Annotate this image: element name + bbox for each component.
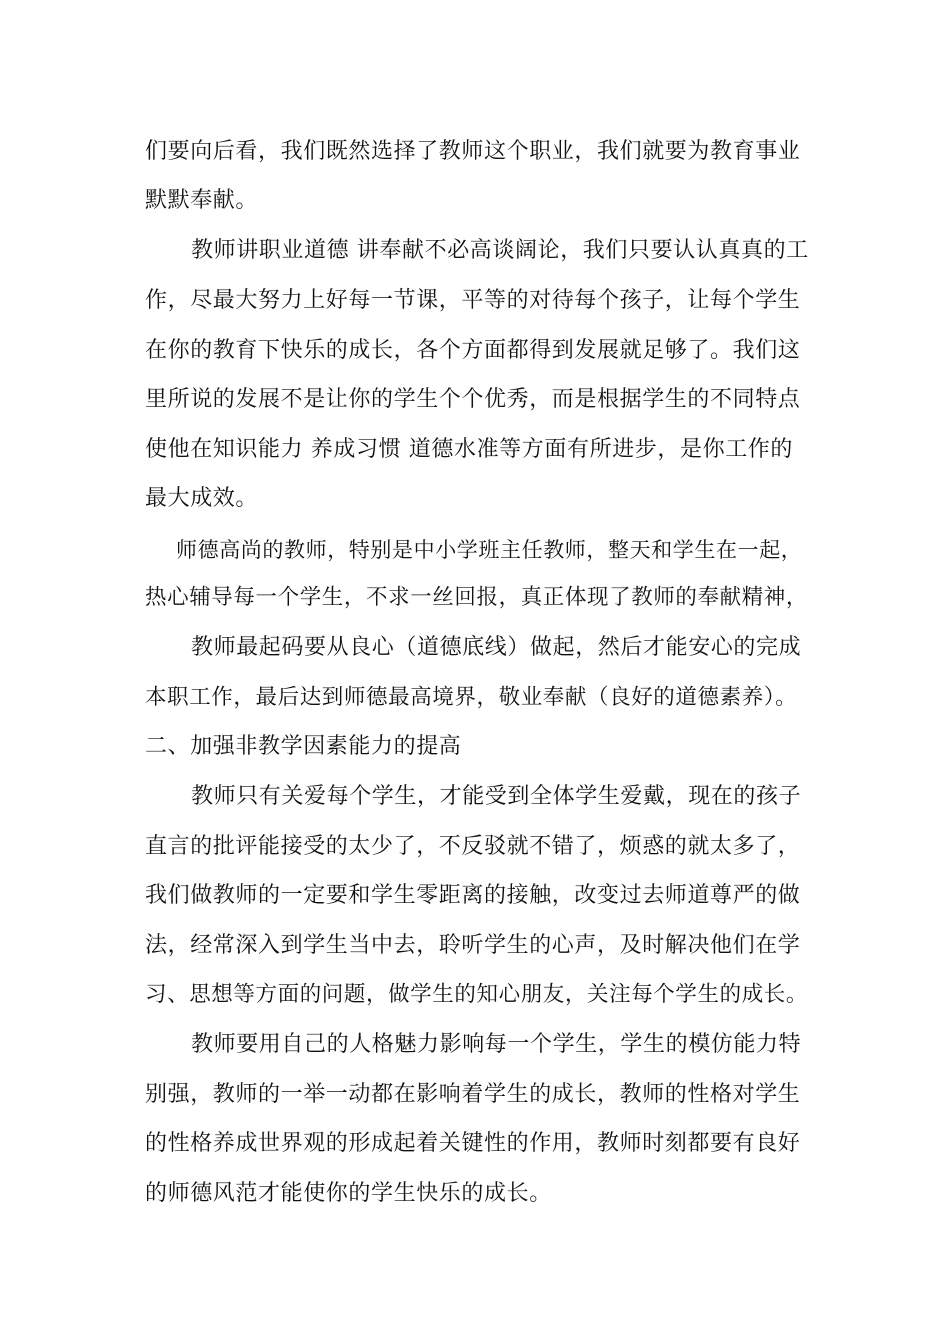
text-line: 教师最起码要从良心（道德底线）做起，然后才能安心的完成 <box>191 635 802 660</box>
text-line: 教师只有关爱每个学生，才能受到全体学生爱戴，现在的孩子 <box>191 784 802 809</box>
text-line: 里所说的发展不是让你的学生个个优秀，而是根据学生的不同特点 <box>145 387 801 412</box>
text-line: 法，经常深入到学生当中去，聆听学生的心声，及时解决他们在学 <box>145 933 801 958</box>
text-line: 最大成效。 <box>145 486 259 511</box>
text-line: 习、思想等方面的问题，做学生的知心朋友，关注每个学生的成长。 <box>145 982 809 1007</box>
text-line: 别强，教师的一举一动都在影响着学生的成长，教师的性格对学生 <box>145 1082 801 1107</box>
text-line: 教师讲职业道德 讲奉献不必高谈阔论，我们只要认认真真的工 <box>191 238 809 263</box>
text-line: 直言的批评能接受的太少了，不反驳就不错了，烦惑的就太多了， <box>145 834 801 859</box>
text-line: 在你的教育下快乐的成长，各个方面都得到发展就足够了。我们这 <box>145 338 801 363</box>
section-heading: 二、加强非教学因素能力的提高 <box>145 734 462 759</box>
text-line: 使他在知识能力 养成习惯 道德水准等方面有所进步，是你工作的 <box>145 437 793 462</box>
text-line: 们要向后看，我们既然选择了教师这个职业，我们就要为教育事业 <box>145 139 801 164</box>
text-line: 的师德风范才能使你的学生快乐的成长。 <box>145 1181 552 1206</box>
text-line: 师德高尚的教师，特别是中小学班主任教师，整天和学生在一起， <box>176 538 803 562</box>
text-line: 我们做教师的一定要和学生零距离的接触，改变过去师道尊严的做 <box>145 883 801 908</box>
text-line: 教师要用自己的人格魅力影响每一个学生，学生的模仿能力特 <box>191 1032 802 1057</box>
text-line: 本职工作，最后达到师德最高境界，敬业奉献（良好的道德素养）。 <box>145 685 798 710</box>
text-line: 的性格养成世界观的形成起着关键性的作用，教师时刻都要有良好 <box>145 1131 801 1156</box>
text-line: 作，尽最大努力上好每一节课，平等的对待每个孩子，让每个学生 <box>145 288 801 313</box>
text-line: 热心辅导每一个学生，不求一丝回报，真正体现了教师的奉献精神， <box>145 585 809 610</box>
text-line: 默默奉献。 <box>145 188 259 213</box>
